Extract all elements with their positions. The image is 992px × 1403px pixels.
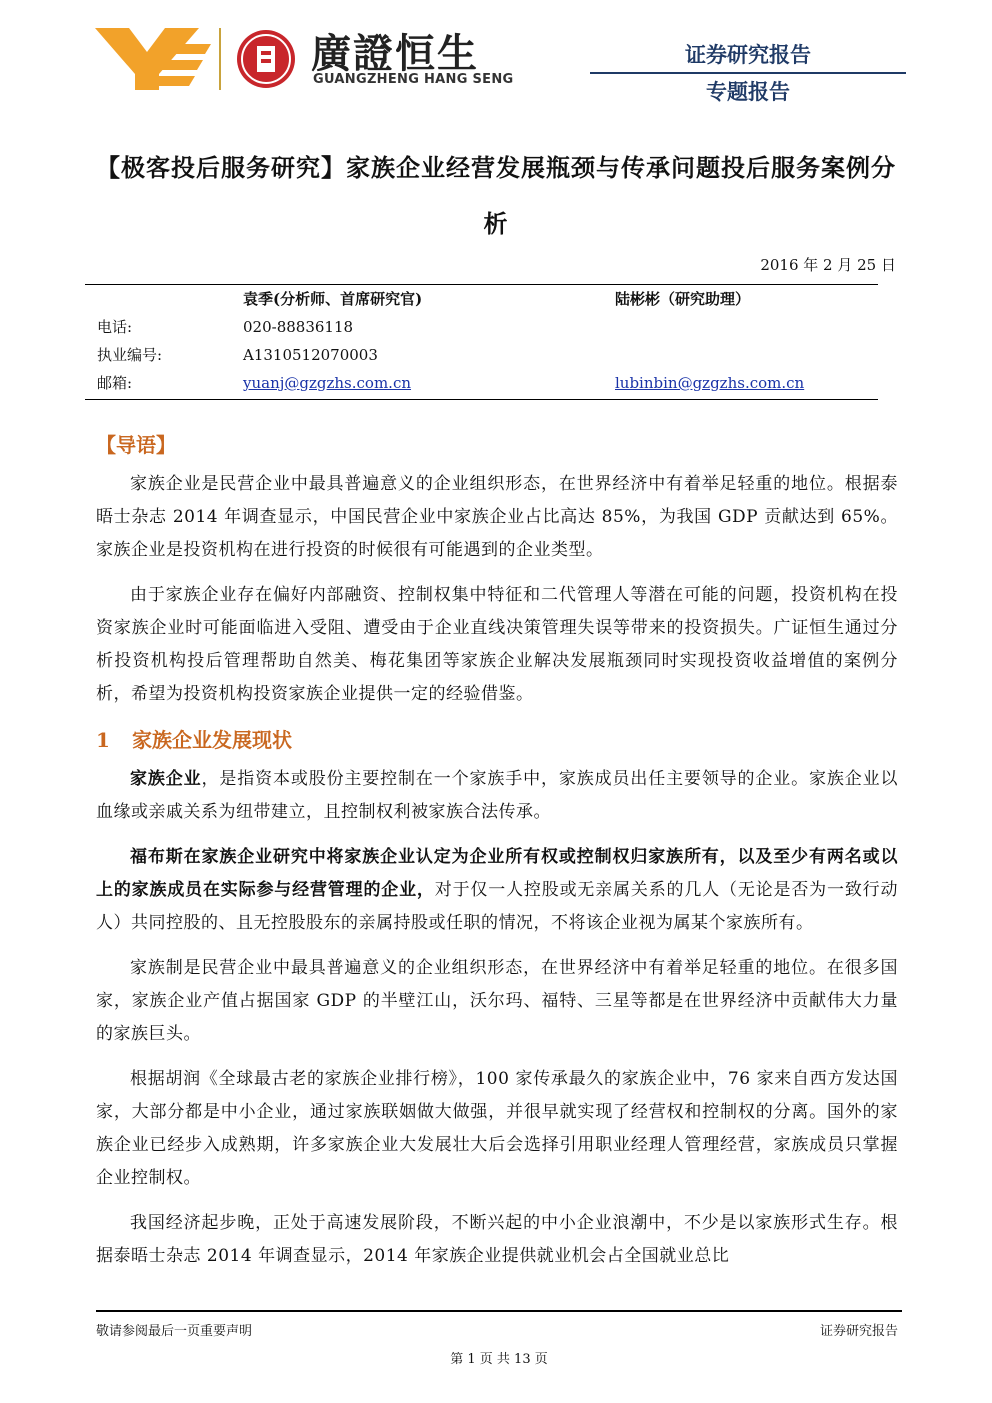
company-logo: [95, 22, 535, 96]
author-name-1: 袁季(分析师、首席研究官): [243, 290, 423, 308]
paragraph-1-text: ，是指资本或股份主要控制在一个家族手中，家族成员出任主要领导的企业。家族企业以血缘或亲戚关系为纽带建立，且控制权利被家族合法传承。: [96, 769, 899, 822]
logo-english-name: GUANGZHENG HANG SENG: [313, 72, 514, 87]
email-link-2[interactable]: lubinbin@gzgzhs.com.cn: [615, 374, 805, 392]
intro-paragraph-2: 由于家族企业存在偏好内部融资、控制权集中特征和二代管理人等潜在可能的问题，投资机构在投资家族企业时可能面临进入受阻、遭受由于企业直线决策管理失误等带来的投资损失。广证恒生通过分析投资机构投后管理帮助自然美、梅花集团等家族企业解决发展瓶颈同时实现投资收益增值的案例分析，希望为投资机构投资家族企业提供一定的经验借鉴。: [96, 585, 898, 704]
footer-rule: [96, 1310, 902, 1312]
section-1-title: 家族企业发展现状: [132, 728, 292, 752]
license-label: 执业编号:: [97, 346, 163, 364]
author-license-row: [85, 341, 878, 369]
email-label: 邮箱:: [97, 374, 133, 392]
header-rule: [590, 72, 906, 74]
phone-label: 电话:: [97, 318, 133, 336]
footer-row: [96, 1320, 902, 1342]
phone-value: 020-88836118: [243, 318, 354, 336]
paragraph-2-bold-text: 福布斯在家族企业研究中将家族企业认定为企业所有权或控制权归家族所有，以及至少有两名或以上的家族成员在实际参与经营管理的企业，: [96, 847, 898, 900]
section-1-paragraph-4: 根据胡润《全球最古老的家族企业排行榜》，100 家传承最久的家族企业中，76 家来自西方发达国家，大部分都是中小企业，通过家族联姻做大做强，并很早就实现了经营权和控制权的分离。国外的家族企业已经步入成熟期，许多家族企业大发展壮大后会选择引用职业经理人管理经营，家族成员只掌握企业控制权。: [96, 1069, 898, 1188]
author-table: [85, 284, 878, 400]
section-1-paragraph-5: 我国经济起步晚，正处于高速发展阶段，不断兴起的中小企业浪潮中，不少是以家族形式生存。根据泰晤士杂志 2014 年调查显示，2014 年家族企业提供就业机会占全国就业总比: [96, 1213, 898, 1266]
ye-logo-icon: [95, 22, 213, 94]
page-footer: [96, 1310, 902, 1367]
section-1-paragraph-3: 家族制是民营企业中最具普遍意义的企业组织形态，在世界经济中有着举足轻重的地位。在很多国家，家族企业产值占据国家 GDP 的半壁江山，沃尔玛、福特、三星等都是在世界经济中贡献伟大力量的家族巨头。: [96, 958, 898, 1044]
report-body: [96, 428, 898, 1285]
page-number: 第 1 页 共 13 页: [450, 1352, 548, 1367]
section-1-heading: [96, 723, 898, 757]
logo-chinese-name: 廣證恒生: [311, 31, 479, 77]
intro-heading: 【导语】: [96, 433, 176, 457]
author-names-row: [85, 285, 878, 313]
paragraph-1-bold-term: 家族企业: [130, 769, 202, 789]
email-link-1[interactable]: yuanj@gzgzhs.com.cn: [243, 374, 412, 392]
report-subtype: 专题报告: [706, 80, 790, 104]
author-phone-row: [85, 313, 878, 341]
license-value: A1310512070003: [243, 346, 378, 364]
footer-disclaimer: 敬请参阅最后一页重要声明: [96, 1324, 253, 1339]
logo-divider: [219, 28, 221, 90]
report-date: 2016 年 2 月 25 日: [760, 256, 896, 274]
section-1-number: 1: [96, 728, 110, 752]
section-1-paragraph-2: [96, 841, 898, 940]
footer-report-type: 证券研究报告: [819, 1324, 898, 1339]
seal-icon: [235, 28, 297, 90]
report-title: 【极客投后服务研究】家族企业经营发展瓶颈与传承问题投后服务案例分析: [96, 153, 896, 238]
report-type-block: [590, 40, 906, 106]
section-1-paragraph-1: [96, 763, 898, 829]
author-email-row: [85, 369, 878, 397]
paragraph-2-text: 对于仅一人控股或无亲属关系的几人（无论是否为一致行动人）共同控股的、且无控股股东的亲属持股或任职的情况，不将该企业视为属某个家族所有。: [96, 880, 899, 933]
intro-paragraph-1: 家族企业是民营企业中最具普遍意义的企业组织形态，在世界经济中有着举足轻重的地位。根据泰晤士杂志 2014 年调查显示，中国民营企业中家族企业占比高达 85%，为我国 GDP 贡献达到 65%。家族企业是投资机构在进行投资的时候很有可能遇到的企业类型。: [96, 474, 898, 560]
report-type: 证券研究报告: [685, 43, 811, 67]
author-table-bottom-rule: [85, 399, 878, 400]
author-name-2: 陆彬彬（研究助理）: [615, 290, 751, 308]
